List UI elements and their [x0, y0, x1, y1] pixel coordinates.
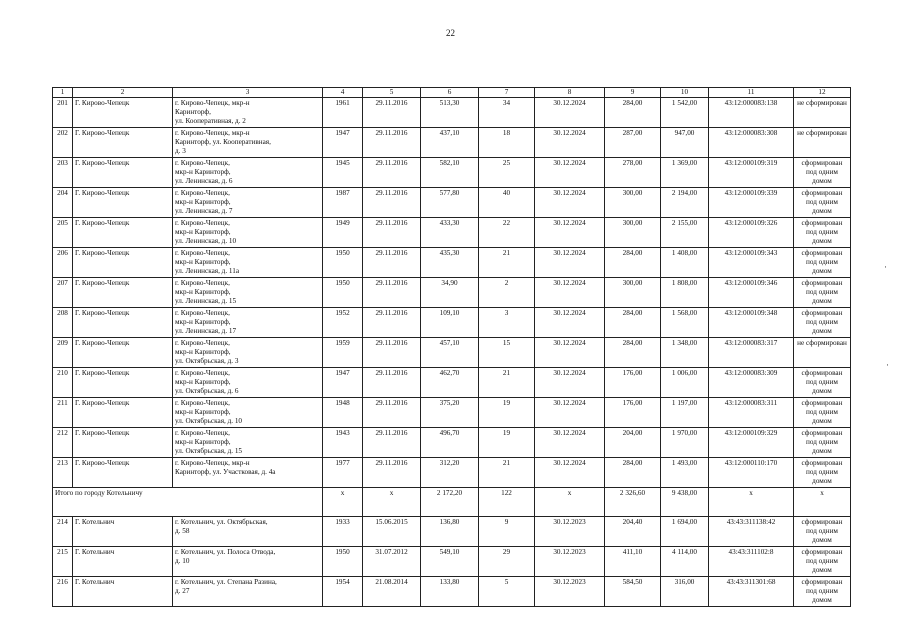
- address-line: мкр-н Каринторф,: [175, 438, 231, 446]
- land-status-cell: сформирован под одним домом: [794, 218, 851, 248]
- rate-cell: 284,00: [605, 98, 661, 128]
- rate-cell: 284,00: [605, 308, 661, 338]
- sum-cell: 1 197,00: [661, 398, 709, 428]
- total-year: х: [323, 488, 363, 517]
- date-cell: 29.11.2016: [363, 458, 421, 488]
- row-number: 209: [53, 338, 73, 368]
- land-status-cell: сформирован под одним домом: [794, 517, 851, 547]
- sum-cell: 1 970,00: [661, 428, 709, 458]
- rate-cell: 284,00: [605, 458, 661, 488]
- column-number-5: 5: [363, 88, 421, 98]
- residents-cell: 21: [479, 248, 535, 278]
- scan-artifact: ·: [884, 262, 887, 272]
- total-sum: 9 438,00: [661, 488, 709, 517]
- cadastral-number-cell: 43:43:311102:8: [709, 547, 794, 577]
- municipality-cell: Г. Кирово-Чепецк: [73, 458, 173, 488]
- cadastral-number-cell: 43:12:000109:319: [709, 158, 794, 188]
- address-line: г. Кирово-Чепецк,: [175, 369, 230, 377]
- column-number-11: 11: [709, 88, 794, 98]
- table-row: [53, 398, 851, 428]
- rate-cell: 278,00: [605, 158, 661, 188]
- address-cell: [173, 308, 323, 338]
- year-cell: 1943: [323, 428, 363, 458]
- address-line: г. Кирово-Чепецк,: [175, 189, 230, 197]
- address-line: г. Кирово-Чепецк,: [175, 249, 230, 257]
- row-number: 202: [53, 128, 73, 158]
- sum-cell: 2 194,00: [661, 188, 709, 218]
- rate-cell: 284,00: [605, 338, 661, 368]
- cadastral-number-cell: 43:12:000083:311: [709, 398, 794, 428]
- land-status-cell: сформирован под одним домом: [794, 428, 851, 458]
- deadline-cell: 30.12.2024: [535, 338, 605, 368]
- land-status-cell: сформирован под одним домом: [794, 308, 851, 338]
- municipality-cell: Г. Кирово-Чепецк: [73, 368, 173, 398]
- address-cell: [173, 368, 323, 398]
- date-cell: 21.08.2014: [363, 577, 421, 607]
- table-row: [53, 428, 851, 458]
- area-cell: 375,20: [421, 398, 479, 428]
- sum-cell: 947,00: [661, 128, 709, 158]
- address-line: г. Кирово-Чепецк,: [175, 339, 230, 347]
- housing-register-table: [52, 87, 851, 607]
- address-cell: [173, 577, 323, 607]
- area-cell: 462,70: [421, 368, 479, 398]
- address-line: г. Кирово-Чепецк,: [175, 429, 230, 437]
- table-row: [53, 547, 851, 577]
- date-cell: 29.11.2016: [363, 428, 421, 458]
- column-number-6: 6: [421, 88, 479, 98]
- deadline-cell: 30.12.2023: [535, 577, 605, 607]
- column-number-1: 1: [53, 88, 73, 98]
- municipality-cell: Г. Кирово-Чепецк: [73, 278, 173, 308]
- date-cell: 29.11.2016: [363, 398, 421, 428]
- total-cadastral: х: [709, 488, 794, 517]
- cadastral-number-cell: 43:12:000109:329: [709, 428, 794, 458]
- land-status-cell: сформирован под одним домом: [794, 278, 851, 308]
- cadastral-number-cell: 43:43:311301:68: [709, 577, 794, 607]
- year-cell: 1959: [323, 338, 363, 368]
- address-line: г. Кирово-Чепецк, мкр-н: [175, 459, 250, 467]
- address-line: г. Кирово-Чепецк, мкр-н: [175, 99, 250, 107]
- area-cell: 133,80: [421, 577, 479, 607]
- area-cell: 435,30: [421, 248, 479, 278]
- land-status-cell: сформирован под одним домом: [794, 248, 851, 278]
- row-number: 205: [53, 218, 73, 248]
- land-status-cell: не сформирован: [794, 128, 851, 158]
- table-row: [53, 458, 851, 488]
- year-cell: 1952: [323, 308, 363, 338]
- row-number: 206: [53, 248, 73, 278]
- row-number: 214: [53, 517, 73, 547]
- address-line: мкр-н Каринторф,: [175, 348, 231, 356]
- date-cell: 29.11.2016: [363, 308, 421, 338]
- rate-cell: 584,50: [605, 577, 661, 607]
- address-line: г. Кирово-Чепецк,: [175, 159, 230, 167]
- land-status-cell: сформирован под одним домом: [794, 188, 851, 218]
- address-line: мкр-н Каринторф,: [175, 318, 231, 326]
- cadastral-number-cell: 43:12:000109:346: [709, 278, 794, 308]
- address-line: ул. Ленинская, д. 7: [175, 207, 233, 215]
- address-cell: [173, 517, 323, 547]
- deadline-cell: 30.12.2024: [535, 308, 605, 338]
- table-row: [53, 368, 851, 398]
- land-status-cell: сформирован под одним домом: [794, 158, 851, 188]
- area-cell: 457,10: [421, 338, 479, 368]
- address-cell: [173, 458, 323, 488]
- residents-cell: 18: [479, 128, 535, 158]
- column-number-12: 12: [794, 88, 851, 98]
- cadastral-number-cell: 43:12:000083:308: [709, 128, 794, 158]
- address-line: мкр-н Каринторф,: [175, 258, 231, 266]
- area-cell: 34,90: [421, 278, 479, 308]
- date-cell: 29.11.2016: [363, 98, 421, 128]
- year-cell: 1987: [323, 188, 363, 218]
- land-status-cell: сформирован под одним домом: [794, 547, 851, 577]
- address-line: ул. Октябрьская, д. 6: [175, 387, 239, 395]
- residents-cell: 21: [479, 368, 535, 398]
- municipality-cell: Г. Кирово-Чепецк: [73, 158, 173, 188]
- year-cell: 1977: [323, 458, 363, 488]
- cadastral-number-cell: 43:12:000109:343: [709, 248, 794, 278]
- address-cell: [173, 248, 323, 278]
- address-line: г. Кирово-Чепецк, мкр-н: [175, 129, 250, 137]
- date-cell: 29.11.2016: [363, 368, 421, 398]
- address-line: ул. Ленинская, д. 15: [175, 297, 237, 305]
- column-number-3: 3: [173, 88, 323, 98]
- address-line: ул. Ленинская, д. 6: [175, 177, 233, 185]
- table-row: [53, 248, 851, 278]
- column-number-10: 10: [661, 88, 709, 98]
- address-cell: [173, 218, 323, 248]
- land-status-cell: не сформирован: [794, 338, 851, 368]
- rate-cell: 300,00: [605, 218, 661, 248]
- table-row: [53, 517, 851, 547]
- municipality-cell: Г. Котельнич: [73, 517, 173, 547]
- address-line: ул. Ленинская, д. 11а: [175, 267, 240, 275]
- year-cell: 1933: [323, 517, 363, 547]
- table-row: [53, 188, 851, 218]
- table-row: [53, 98, 851, 128]
- row-number: 210: [53, 368, 73, 398]
- residents-cell: 21: [479, 458, 535, 488]
- land-status-cell: сформирован под одним домом: [794, 398, 851, 428]
- deadline-cell: 30.12.2024: [535, 248, 605, 278]
- area-cell: 312,20: [421, 458, 479, 488]
- table-row: [53, 158, 851, 188]
- row-number: 212: [53, 428, 73, 458]
- land-status-cell: сформирован под одним домом: [794, 458, 851, 488]
- address-line: д. 27: [175, 587, 190, 595]
- year-cell: 1961: [323, 98, 363, 128]
- sum-cell: 316,00: [661, 577, 709, 607]
- address-line: ул. Ленинская, д. 10: [175, 237, 237, 245]
- year-cell: 1950: [323, 547, 363, 577]
- row-number: 203: [53, 158, 73, 188]
- address-cell: [173, 158, 323, 188]
- area-cell: 109,10: [421, 308, 479, 338]
- sum-cell: 1 006,00: [661, 368, 709, 398]
- rate-cell: 287,00: [605, 128, 661, 158]
- area-cell: 496,70: [421, 428, 479, 458]
- rate-cell: 176,00: [605, 368, 661, 398]
- date-cell: 29.11.2016: [363, 218, 421, 248]
- cadastral-number-cell: 43:12:000083:138: [709, 98, 794, 128]
- cadastral-number-cell: 43:12:000109:348: [709, 308, 794, 338]
- address-cell: [173, 398, 323, 428]
- total-rate: 2 326,60: [605, 488, 661, 517]
- residents-cell: 9: [479, 517, 535, 547]
- year-cell: 1947: [323, 128, 363, 158]
- sum-cell: 4 114,00: [661, 547, 709, 577]
- row-number: 201: [53, 98, 73, 128]
- rate-cell: 300,00: [605, 188, 661, 218]
- residents-cell: 29: [479, 547, 535, 577]
- total-date: х: [363, 488, 421, 517]
- page-number: 22: [446, 28, 455, 38]
- area-cell: 136,80: [421, 517, 479, 547]
- rate-cell: 411,10: [605, 547, 661, 577]
- municipality-cell: Г. Котельнич: [73, 547, 173, 577]
- address-line: мкр-н Каринторф,: [175, 198, 231, 206]
- cadastral-number-cell: 43:12:000083:317: [709, 338, 794, 368]
- residents-cell: 19: [479, 428, 535, 458]
- address-line: ул. Октябрьская, д. 3: [175, 357, 239, 365]
- area-cell: 433,30: [421, 218, 479, 248]
- residents-cell: 25: [479, 158, 535, 188]
- residents-cell: 5: [479, 577, 535, 607]
- address-line: д. 10: [175, 557, 190, 565]
- rate-cell: 204,00: [605, 428, 661, 458]
- address-cell: [173, 188, 323, 218]
- column-number-9: 9: [605, 88, 661, 98]
- municipality-cell: Г. Котельнич: [73, 577, 173, 607]
- residents-cell: 3: [479, 308, 535, 338]
- table-row: [53, 577, 851, 607]
- address-line: мкр-н Каринторф,: [175, 408, 231, 416]
- row-number: 207: [53, 278, 73, 308]
- table-row: [53, 128, 851, 158]
- table-row: [53, 278, 851, 308]
- address-line: д. 58: [175, 527, 190, 535]
- deadline-cell: 30.12.2024: [535, 458, 605, 488]
- scan-artifact: ·: [886, 360, 889, 370]
- sum-cell: 1 808,00: [661, 278, 709, 308]
- municipality-cell: Г. Кирово-Чепецк: [73, 398, 173, 428]
- land-status-cell: сформирован под одним домом: [794, 368, 851, 398]
- address-cell: [173, 278, 323, 308]
- cadastral-number-cell: 43:12:000083:309: [709, 368, 794, 398]
- date-cell: 29.11.2016: [363, 128, 421, 158]
- area-cell: 577,80: [421, 188, 479, 218]
- row-number: 215: [53, 547, 73, 577]
- column-number-2: 2: [73, 88, 173, 98]
- address-line: д. 3: [175, 147, 186, 155]
- total-label: Итого по городу Котельничу: [53, 488, 323, 517]
- row-number: 216: [53, 577, 73, 607]
- sum-cell: 1 348,00: [661, 338, 709, 368]
- land-status-cell: сформирован под одним домом: [794, 577, 851, 607]
- year-cell: 1950: [323, 278, 363, 308]
- address-line: ул. Октябрьская, д. 15: [175, 447, 243, 455]
- date-cell: 15.06.2015: [363, 517, 421, 547]
- table-body: [53, 98, 851, 607]
- row-number: 204: [53, 188, 73, 218]
- address-line: Каринторф, ул. Участковая, д. 4а: [175, 468, 276, 476]
- area-cell: 437,10: [421, 128, 479, 158]
- date-cell: 29.11.2016: [363, 278, 421, 308]
- date-cell: 31.07.2012: [363, 547, 421, 577]
- address-line: г. Кирово-Чепецк,: [175, 309, 230, 317]
- date-cell: 29.11.2016: [363, 158, 421, 188]
- address-line: мкр-н Каринторф,: [175, 228, 231, 236]
- municipality-cell: Г. Кирово-Чепецк: [73, 428, 173, 458]
- date-cell: 29.11.2016: [363, 248, 421, 278]
- column-number-header: [53, 88, 851, 98]
- land-status-cell: не сформирован: [794, 98, 851, 128]
- sum-cell: 1 493,00: [661, 458, 709, 488]
- deadline-cell: 30.12.2024: [535, 218, 605, 248]
- deadline-cell: 30.12.2023: [535, 547, 605, 577]
- sum-cell: 2 155,00: [661, 218, 709, 248]
- deadline-cell: 30.12.2023: [535, 517, 605, 547]
- municipality-cell: Г. Кирово-Чепецк: [73, 188, 173, 218]
- rate-cell: 284,00: [605, 248, 661, 278]
- residents-cell: 2: [479, 278, 535, 308]
- residents-cell: 40: [479, 188, 535, 218]
- cadastral-number-cell: 43:12:000109:339: [709, 188, 794, 218]
- address-line: г. Кирово-Чепецк,: [175, 399, 230, 407]
- address-line: г. Кирово-Чепецк,: [175, 219, 230, 227]
- address-line: ул. Октябрьская, д. 10: [175, 417, 243, 425]
- table-row: [53, 338, 851, 368]
- row-number: 213: [53, 458, 73, 488]
- area-cell: 513,30: [421, 98, 479, 128]
- total-area: 2 172,20: [421, 488, 479, 517]
- residents-cell: 34: [479, 98, 535, 128]
- municipality-cell: Г. Кирово-Чепецк: [73, 248, 173, 278]
- deadline-cell: 30.12.2024: [535, 128, 605, 158]
- rate-cell: 300,00: [605, 278, 661, 308]
- address-line: г. Котельнич, ул. Степана Разина,: [175, 578, 277, 586]
- date-cell: 29.11.2016: [363, 338, 421, 368]
- cadastral-number-cell: 43:43:311138:42: [709, 517, 794, 547]
- year-cell: 1945: [323, 158, 363, 188]
- deadline-cell: 30.12.2024: [535, 278, 605, 308]
- sum-cell: 1 408,00: [661, 248, 709, 278]
- year-cell: 1954: [323, 577, 363, 607]
- total-row: [53, 488, 851, 517]
- deadline-cell: 30.12.2024: [535, 158, 605, 188]
- sum-cell: 1 568,00: [661, 308, 709, 338]
- address-line: ул. Кооперативная, д. 2: [175, 117, 246, 125]
- address-cell: [173, 428, 323, 458]
- municipality-cell: Г. Кирово-Чепецк: [73, 218, 173, 248]
- row-number: 208: [53, 308, 73, 338]
- address-line: мкр-н Каринторф,: [175, 168, 231, 176]
- total-status: х: [794, 488, 851, 517]
- municipality-cell: Г. Кирово-Чепецк: [73, 128, 173, 158]
- year-cell: 1949: [323, 218, 363, 248]
- address-line: г. Кирово-Чепецк,: [175, 279, 230, 287]
- address-cell: [173, 128, 323, 158]
- date-cell: 29.11.2016: [363, 188, 421, 218]
- cadastral-number-cell: 43:12:000109:326: [709, 218, 794, 248]
- row-number: 211: [53, 398, 73, 428]
- address-line: г. Котельнич, ул. Полоса Отвода,: [175, 548, 276, 556]
- sum-cell: 1 369,00: [661, 158, 709, 188]
- column-number-4: 4: [323, 88, 363, 98]
- deadline-cell: 30.12.2024: [535, 428, 605, 458]
- municipality-cell: Г. Кирово-Чепецк: [73, 338, 173, 368]
- address-cell: [173, 547, 323, 577]
- address-line: Каринторф,: [175, 108, 211, 116]
- table-row: [53, 218, 851, 248]
- address-line: мкр-н Каринторф,: [175, 378, 231, 386]
- sum-cell: 1 694,00: [661, 517, 709, 547]
- address-line: г. Котельнич, ул. Октябрьская,: [175, 518, 268, 526]
- address-cell: [173, 338, 323, 368]
- year-cell: 1950: [323, 248, 363, 278]
- area-cell: 549,10: [421, 547, 479, 577]
- table-row: [53, 308, 851, 338]
- deadline-cell: 30.12.2024: [535, 98, 605, 128]
- residents-cell: 22: [479, 218, 535, 248]
- sum-cell: 1 542,00: [661, 98, 709, 128]
- rate-cell: 176,00: [605, 398, 661, 428]
- municipality-cell: Г. Кирово-Чепецк: [73, 308, 173, 338]
- column-number-7: 7: [479, 88, 535, 98]
- rate-cell: 204,40: [605, 517, 661, 547]
- deadline-cell: 30.12.2024: [535, 368, 605, 398]
- municipality-cell: Г. Кирово-Чепецк: [73, 98, 173, 128]
- total-residents: 122: [479, 488, 535, 517]
- year-cell: 1947: [323, 368, 363, 398]
- residents-cell: 15: [479, 338, 535, 368]
- cadastral-number-cell: 43:12:000110:170: [709, 458, 794, 488]
- area-cell: 582,10: [421, 158, 479, 188]
- address-cell: [173, 98, 323, 128]
- year-cell: 1948: [323, 398, 363, 428]
- address-line: ул. Ленинская, д. 17: [175, 327, 237, 335]
- address-line: Каринторф, ул. Кооперативная,: [175, 138, 271, 146]
- column-number-8: 8: [535, 88, 605, 98]
- deadline-cell: 30.12.2024: [535, 188, 605, 218]
- address-line: мкр-н Каринторф,: [175, 288, 231, 296]
- deadline-cell: 30.12.2024: [535, 398, 605, 428]
- residents-cell: 19: [479, 398, 535, 428]
- total-deadline: х: [535, 488, 605, 517]
